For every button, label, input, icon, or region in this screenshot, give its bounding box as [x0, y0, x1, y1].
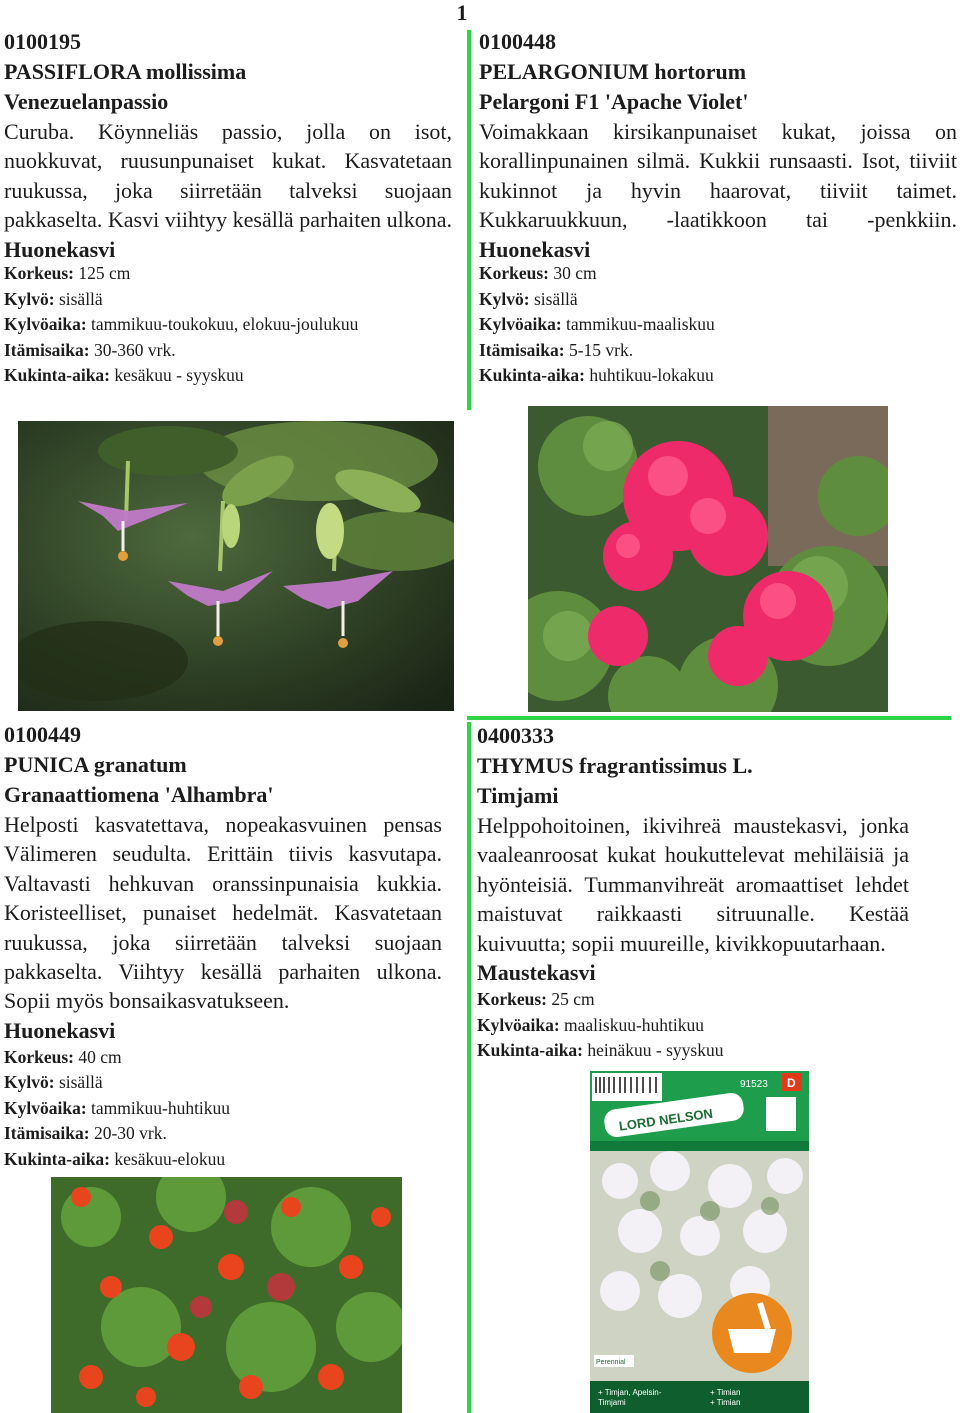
field-value: 40 cm: [78, 1046, 122, 1067]
field-germination: [4, 338, 452, 364]
packet-brand: LORD NELSON: [617, 1105, 714, 1134]
product-name: PELARGONIUM hortorum: [479, 59, 747, 84]
packet-perennial: Perennial: [596, 1359, 626, 1366]
field-sowing-time: [477, 1013, 909, 1039]
field-value: huhtikuu-lokakuu: [589, 365, 714, 386]
field-bloom-time: [477, 1038, 909, 1064]
product-code: 0100448: [479, 29, 556, 54]
field-sowing: [4, 287, 452, 313]
field-value: 25 cm: [551, 989, 595, 1010]
field-label: Kukinta-aika:: [479, 365, 585, 386]
field-sowing-time: [4, 312, 452, 338]
field-bloom-time: [4, 363, 452, 389]
field-label: Kylvö:: [4, 1072, 55, 1093]
column-divider-bottom: [467, 722, 471, 1413]
field-germination: [479, 338, 957, 364]
field-label: Korkeus:: [477, 989, 547, 1010]
field-label: Kukinta-aika:: [4, 1148, 110, 1169]
product-common-name: Timjami: [477, 783, 559, 808]
product-description: [479, 117, 957, 264]
field-label: Korkeus:: [479, 263, 549, 284]
thymus-seed-packet: [590, 1071, 809, 1413]
field-bloom-time: [4, 1147, 442, 1173]
svg-text:D: D: [787, 1076, 796, 1090]
field-height: [4, 1045, 442, 1071]
svg-text:+ Timian+ Timian: + Timian + Timian: [710, 1388, 741, 1407]
product-code: 0100449: [4, 722, 81, 747]
product-common-name: Granaattiomena 'Alhambra': [4, 782, 274, 807]
field-label: Itämisaika:: [4, 339, 90, 360]
field-value: 5-15 vrk.: [568, 339, 634, 360]
passiflora-photo: [18, 421, 454, 711]
product-entry-punica: [4, 720, 442, 1172]
field-germination: [4, 1121, 442, 1147]
field-label: Itämisaika:: [479, 339, 565, 360]
page-number: 1: [456, 0, 468, 25]
field-height: [477, 987, 909, 1013]
field-value: sisällä: [58, 288, 103, 309]
field-label: Kukinta-aika:: [477, 1040, 583, 1061]
description-text: Helppohoitoinen, ikivihreä maustekasvi, jonka vaaleanroosat kukat houkuttelevat mehiläisiä ja hyönteisiä. Tummanvihreät aromaattiset lehdet maistuvat raikkaasti sitruunalle. Kestää kuivuutta; sopii muureille, kivikkopuutarhaan.: [477, 813, 909, 956]
product-entry-pelargonium: [479, 27, 957, 389]
punica-photo: [51, 1177, 402, 1413]
field-value: 30 cm: [553, 263, 597, 284]
column-divider-top: [467, 30, 471, 410]
field-value: 125 cm: [78, 263, 131, 284]
field-value: maaliskuu-huhtikuu: [564, 1014, 705, 1035]
field-bloom-time: [479, 363, 957, 389]
field-label: Kylvöaika:: [477, 1014, 560, 1035]
field-sowing-time: [479, 312, 957, 338]
product-common-name: Pelargoni F1 'Apache Violet': [479, 89, 749, 114]
product-category: Maustekasvi: [477, 960, 596, 986]
product-name: PASSIFLORA mollissima: [4, 59, 247, 84]
field-value: sisällä: [533, 288, 578, 309]
description-text: Voimakkaan kirsikanpunaiset kukat, joissa on korallinpunainen silmä. Kukkii runsaasti. Isot, tiiviit kukinnot ja hyvin haarovat, tiiviit taimet. Kukkaruukkuun, -laatikkoon tai -penkkiin.: [479, 119, 957, 233]
product-entry-passiflora: [4, 27, 452, 389]
field-label: Kylvöaika:: [479, 314, 562, 335]
pelargonium-photo: [528, 406, 888, 712]
field-value: 20-30 vrk.: [93, 1123, 167, 1144]
svg-text:+ Timjan, Apelsin-Timjami: + Timjan, Apelsin-Timjami: [598, 1388, 662, 1407]
product-category: Huonekasvi: [4, 1017, 116, 1043]
field-label: Itämisaika:: [4, 1123, 90, 1144]
product-description: [4, 117, 452, 264]
field-value: tammikuu-maaliskuu: [566, 314, 715, 335]
field-height: [479, 261, 957, 287]
description-text: Helposti kasvatettava, nopeakasvuinen pensas Välimeren seudulta. Erittäin tiivis kasvutapa. Valtavasti hehkuvan oranssinpunaisia kukkia. Koristeelliset, punaiset hedelmät. Kasvatetaan ruukussa, joka siirretään talveksi suojaan pakkaselta. Viihtyy kesällä parhaiten ulkona. Sopii myös bonsaikasvatukseen.: [4, 812, 442, 1014]
field-value: sisällä: [58, 1072, 103, 1093]
product-category: Huonekasvi: [479, 236, 591, 262]
field-value: tammikuu-huhtikuu: [91, 1097, 231, 1118]
packet-number: 91523: [740, 1079, 768, 1090]
product-category: Huonekasvi: [4, 236, 116, 262]
field-label: Kylvöaika:: [4, 314, 87, 335]
product-common-name: Venezuelanpassio: [4, 89, 169, 114]
row-divider: [467, 716, 951, 720]
field-label: Korkeus:: [4, 1046, 74, 1067]
product-name: PUNICA granatum: [4, 752, 187, 777]
product-code: 0400333: [477, 723, 554, 748]
field-value: heinäkuu - syyskuu: [587, 1040, 724, 1061]
product-description: [477, 811, 909, 958]
field-label: Korkeus:: [4, 263, 74, 284]
field-sowing-time: [4, 1096, 442, 1122]
field-label: Kylvöaika:: [4, 1097, 87, 1118]
field-sowing: [479, 287, 957, 313]
field-height: [4, 261, 452, 287]
field-sowing: [4, 1070, 442, 1096]
description-text: Curuba. Köynneliäs passio, jolla on isot, nuokkuvat, ruusunpunaiset kukat. Kasvatetaan ruukussa, joka siirretään talveksi suojaan pakkaselta. Kasvi viihtyy kesällä parhaiten ulkona.: [4, 119, 452, 233]
field-label: Kylvö:: [479, 288, 530, 309]
product-code: 0100195: [4, 29, 81, 54]
field-value: kesäkuu - syyskuu: [114, 365, 244, 386]
field-value: kesäkuu-elokuu: [114, 1148, 226, 1169]
product-entry-thymus: [477, 721, 909, 1064]
field-label: Kylvö:: [4, 288, 55, 309]
field-value: tammikuu-toukokuu, elokuu-joulukuu: [91, 314, 359, 335]
field-label: Kukinta-aika:: [4, 365, 110, 386]
field-value: 30-360 vrk.: [93, 339, 176, 360]
product-description: [4, 810, 442, 1016]
product-name: THYMUS fragrantissimus L.: [477, 753, 753, 778]
